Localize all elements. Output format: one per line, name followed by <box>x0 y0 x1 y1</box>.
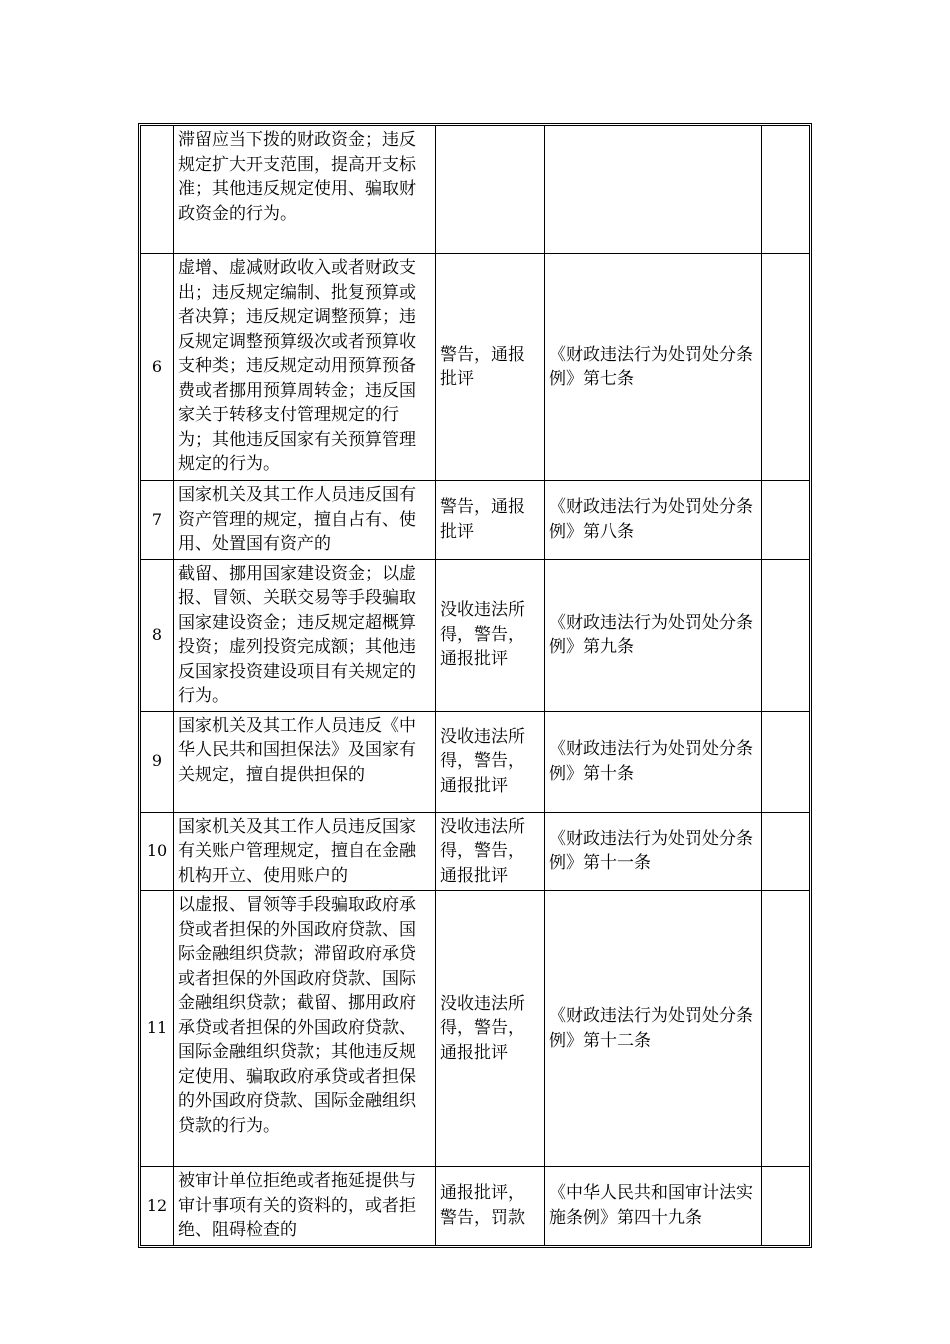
violation-description: 虚增、虚减财政收入或者财政支出；违反规定编制、批复预算或者决算；违反规定调整预算；违反规定调整预算级次或者预算收支种类；违反规定动用预算预备费或者挪用预算周转金；违反国家关于转移支付管理规定的行为；其他违反国家有关预算管理规定的行为。 <box>174 254 436 481</box>
row-number: 6 <box>141 254 174 481</box>
regulation-table <box>140 125 810 1246</box>
penalty-type: 没收违法所得，警告，通报批评 <box>436 891 545 1167</box>
violation-description: 截留、挪用国家建设资金；以虚报、冒领、关联交易等手段骗取国家建设资金；违反规定超概算投资；虚列投资完成额；其他违反国家投资建设项目有关规定的行为。 <box>174 559 436 711</box>
violation-description: 国家机关及其工作人员违反国有资产管理的规定，擅自占有、使用、处置国有资产的 <box>174 481 436 560</box>
extra-cell <box>762 559 810 711</box>
legal-basis: 《财政违法行为处罚处分条例》第八条 <box>545 481 762 560</box>
penalty-type: 警告，通报批评 <box>436 254 545 481</box>
penalty-type: 没收违法所得，警告，通报批评 <box>436 711 545 812</box>
extra-cell <box>762 126 810 254</box>
penalty-type <box>436 126 545 254</box>
legal-basis: 《财政违法行为处罚处分条例》第九条 <box>545 559 762 711</box>
violation-description: 国家机关及其工作人员违反《中华人民共和国担保法》及国家有关规定，擅自提供担保的 <box>174 711 436 812</box>
row-number: 10 <box>141 812 174 891</box>
extra-cell <box>762 1167 810 1246</box>
extra-cell <box>762 891 810 1167</box>
extra-cell <box>762 481 810 560</box>
violation-description: 国家机关及其工作人员违反国家有关账户管理规定，擅自在金融机构开立、使用账户的 <box>174 812 436 891</box>
extra-cell <box>762 812 810 891</box>
table-row <box>141 711 810 812</box>
violation-description: 以虚报、冒领等手段骗取政府承贷或者担保的外国政府贷款、国际金融组织贷款；滞留政府承贷或者担保的外国政府贷款、国际金融组织贷款；截留、挪用政府承贷或者担保的外国政府贷款、国际金融组织贷款；其他违反规定使用、骗取政府承贷或者担保的外国政府贷款、国际金融组织贷款的行为。 <box>174 891 436 1167</box>
legal-basis: 《财政违法行为处罚处分条例》第七条 <box>545 254 762 481</box>
table-row <box>141 126 810 254</box>
row-number: 8 <box>141 559 174 711</box>
penalty-type: 没收违法所得，警告，通报批评 <box>436 559 545 711</box>
row-number: 9 <box>141 711 174 812</box>
legal-basis: 《中华人民共和国审计法实施条例》第四十九条 <box>545 1167 762 1246</box>
extra-cell <box>762 254 810 481</box>
legal-basis: 《财政违法行为处罚处分条例》第十一条 <box>545 812 762 891</box>
violation-description: 被审计单位拒绝或者拖延提供与审计事项有关的资料的，或者拒绝、阻碍检查的 <box>174 1167 436 1246</box>
table-row <box>141 891 810 1167</box>
legal-basis: 《财政违法行为处罚处分条例》第十条 <box>545 711 762 812</box>
table-row <box>141 1167 810 1246</box>
row-number: 11 <box>141 891 174 1167</box>
table-row <box>141 812 810 891</box>
row-number: 7 <box>141 481 174 560</box>
penalty-type: 警告，通报批评 <box>436 481 545 560</box>
row-number: 12 <box>141 1167 174 1246</box>
legal-basis: 《财政违法行为处罚处分条例》第十二条 <box>545 891 762 1167</box>
row-number <box>141 126 174 254</box>
legal-basis <box>545 126 762 254</box>
penalty-type: 通报批评，警告，罚款 <box>436 1167 545 1246</box>
extra-cell <box>762 711 810 812</box>
table-row <box>141 559 810 711</box>
table-row <box>141 481 810 560</box>
penalty-type: 没收违法所得，警告，通报批评 <box>436 812 545 891</box>
violation-description: 滞留应当下拨的财政资金；违反规定扩大开支范围，提高开支标准；其他违反规定使用、骗取财政资金的行为。 <box>174 126 436 254</box>
table-row <box>141 254 810 481</box>
